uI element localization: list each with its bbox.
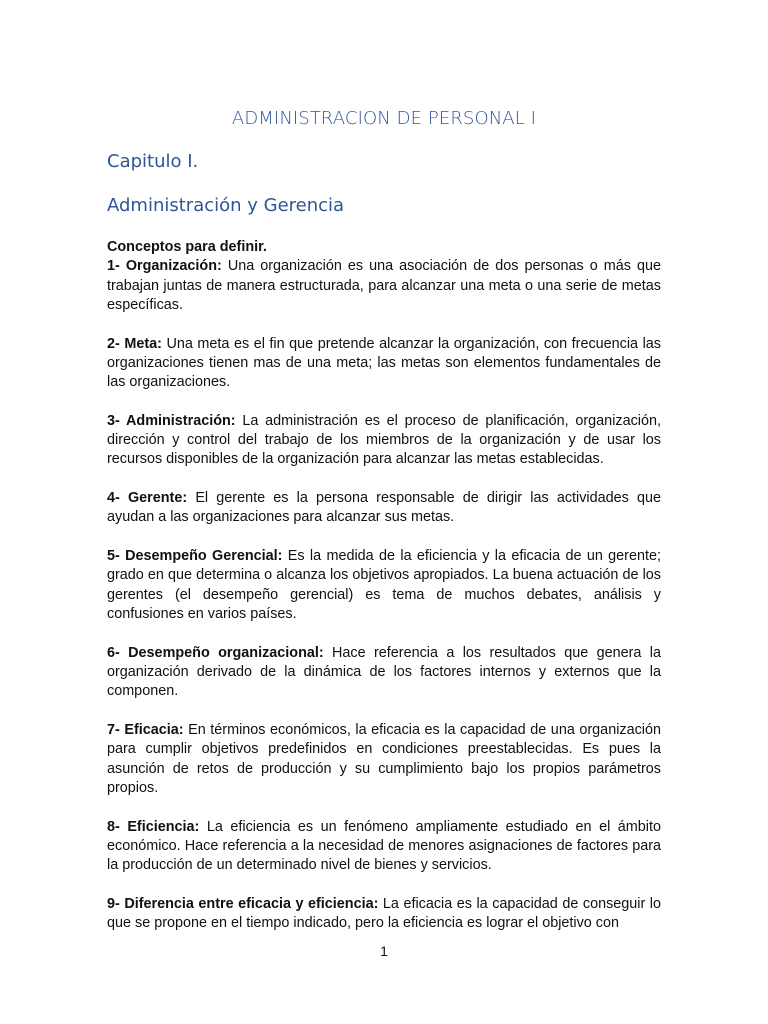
definition-item — [107, 489, 661, 528]
definition-term: 9- Diferencia entre eficacia y eficiencia: — [107, 895, 379, 912]
section-heading: Administración y Gerencia — [107, 195, 345, 216]
definition-item — [107, 818, 661, 876]
definition-text: Hace referencia a los resultados que genera la organización derivado de la dinámica de los factores internos y externos que la componen. — [107, 644, 661, 700]
definition-term: 6- Desempeño organizacional: — [107, 644, 324, 661]
definition-text: La eficacia es la capacidad de conseguir lo que se propone en el tiempo indicado, pero la eficiencia es lograr el objetivo con — [107, 895, 661, 932]
chapter-heading: Capitulo I. — [107, 151, 199, 172]
definition-text: La eficiencia es un fenómeno ampliamente estudiado en el ámbito económico. Hace referencia a la necesidad de menores asignaciones de factores para la producción de un determinado nivel de bienes y servicios. — [107, 818, 661, 874]
document-body — [107, 238, 661, 933]
definition-term: 7- Eficacia: — [107, 721, 184, 738]
definition-item — [107, 257, 661, 315]
definition-text: La administración es el proceso de planificación, organización, dirección y control del trabajo de los miembros de la organización y de usar los recursos disponibles de la organización para alcanzar las metas establecidas. — [107, 412, 661, 468]
definition-term: 8- Eficiencia: — [107, 818, 200, 835]
definition-text: El gerente es la persona responsable de dirigir las actividades que ayudan a las organizaciones para alcanzar sus metas. — [107, 490, 661, 526]
definition-text: Una meta es el fin que pretende alcanzar la organización, con frecuencia las organizaciones tienen mas de una meta; las metas son elementos fundamentales de las organizaciones. — [107, 335, 661, 391]
definition-term: 1- Organización: — [107, 258, 222, 275]
definition-item — [107, 895, 661, 934]
concepts-label: Conceptos para definir. — [107, 239, 267, 255]
definition-item — [107, 412, 661, 470]
definition-term: 2- Meta: — [107, 335, 162, 352]
definition-item — [107, 644, 661, 702]
definition-item — [107, 721, 661, 798]
definition-text: Una organización es una asociación de dos personas o más que trabajan juntas de manera estructurada, para alcanzar una meta o una serie de metas específicas. — [107, 258, 661, 313]
definition-text: En términos económicos, la eficacia es la capacidad de una organización para cumplir objetivos predefinidos en condiciones preestablecidas. Es pues la asunción de retos de producción y su cumplimiento bajo los propios parámetros propios. — [107, 721, 661, 796]
definition-term: 4- Gerente: — [107, 490, 188, 507]
page-number: 1 — [380, 943, 388, 959]
definition-term: 5- Desempeño Gerencial: — [107, 548, 283, 565]
document-title: ADMINISTRACION DE PERSONAL I — [231, 108, 537, 129]
definition-item — [107, 547, 661, 624]
definition-term: 3- Administración: — [107, 412, 236, 429]
definition-item — [107, 335, 661, 393]
definition-text: Es la medida de la eficiencia y la eficacia de un gerente; grado en que determina o alcanza los objetivos apropiados. La buena actuación de los gerentes (el desempeño gerencial) es tema de muchos debates, análisis y confusiones en varios países. — [107, 548, 661, 623]
